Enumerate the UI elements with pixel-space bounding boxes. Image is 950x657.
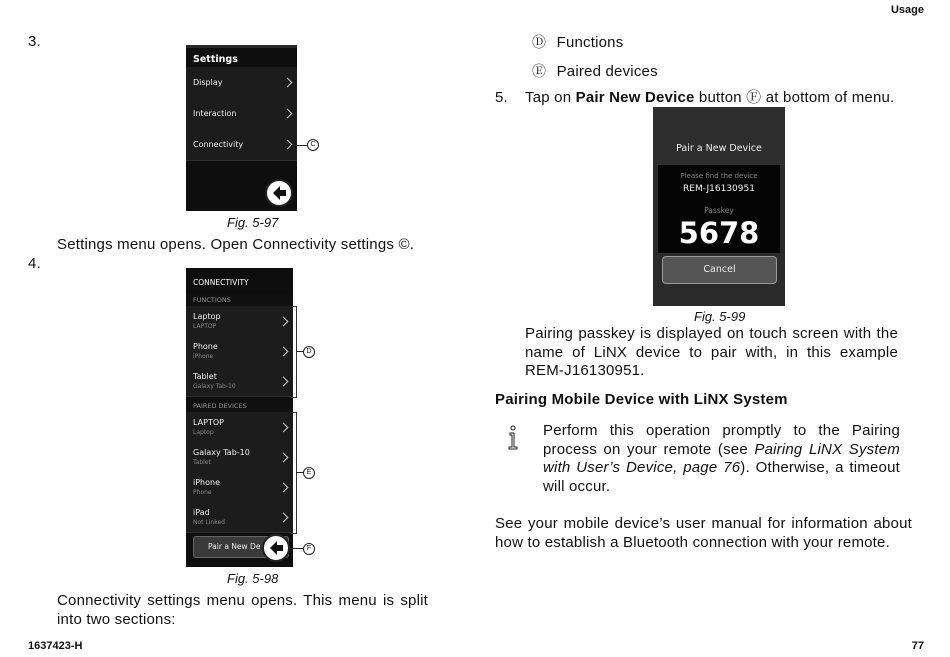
chevron-right-icon [279,483,289,493]
device-name: Tablet [193,372,217,381]
step-3-number: 3. [28,33,41,50]
passkey-label: Passkey [704,206,734,215]
device-sub: Galaxy Tab-10 [193,383,236,390]
paired-row-iphone [186,472,293,503]
step-4-description: Connectivity settings menu opens. This menu is split into two sections: [57,592,428,628]
figure-caption-98: Fig. 5-98 [227,571,279,586]
step-5-pre: Tap on [525,89,572,106]
functions-section-label: FUNCTIONS [186,294,293,306]
note-post: ). Otherwise, a timeout will occur. [543,459,900,495]
final-paragraph: See your mobile device’s user manual for information about how to establish a Bluetooth connection with your remote. [495,515,912,551]
settings-title: Settings [193,54,238,65]
device-name: Phone [193,342,218,351]
section-heading: Pairing Mobile Device with LiNX System [495,391,788,408]
settings-row-display [186,67,297,99]
paired-row-galaxy [186,442,293,473]
step-4-number: 4. [28,255,41,272]
function-row-phone [186,336,293,367]
step-5-result: Pairing passkey is displayed on touch screen with the name of LiNX device to pair with, in this example REM-J16130951. [525,325,898,379]
callout-f: F [303,543,315,555]
find-device-text: Please find the device [680,172,758,180]
step-5-post: button Ⓕ at bottom of menu. [698,89,895,106]
paired-row-ipad [186,502,293,533]
function-row-laptop [186,306,293,337]
paired-row-laptop [186,412,293,443]
callout-c: C [307,139,319,151]
list-item-paired-devices [532,62,658,82]
settings-screen-figure [186,45,297,211]
chevron-right-icon [279,423,289,433]
doc-number: 1637423-H [28,640,83,652]
page-number: 77 [911,640,924,652]
figure-caption-99: Fig. 5-99 [694,309,746,324]
settings-row-label: Interaction [193,109,237,118]
device-sub: Laptop [193,429,214,436]
chevron-right-icon [283,109,293,119]
settings-row-label: Connectivity [193,140,244,149]
section-header: Usage [890,4,924,16]
bracket-paired [291,412,297,534]
pair-info-panel [658,165,780,253]
pair-title-bar [653,107,785,165]
chevron-right-icon [279,347,289,357]
chevron-right-icon [279,513,289,523]
paired-section-label: PAIRED DEVICES [186,400,293,412]
info-note [543,422,900,496]
passkey-value: 5678 [678,216,760,250]
step-3-description: Settings menu opens. Open Connectivity settings ©. [57,236,415,253]
device-name: LAPTOP [193,418,224,427]
figure-caption-97: Fig. 5-97 [227,215,279,230]
callout-e: E [303,467,315,479]
device-name: Galaxy Tab-10 [193,448,250,457]
chevron-right-icon [279,377,289,387]
callout-leader [296,351,303,352]
step-5-number: 5. [495,89,508,106]
cancel-button [662,256,777,284]
device-sub: Tablet [193,459,211,466]
device-sub: Not Linked [193,519,225,526]
settings-row-connectivity [186,129,297,161]
step-5-description [525,89,906,108]
pair-title: Pair a New Device [676,143,762,154]
settings-row-interaction [186,98,297,130]
pair-device-screen-figure [653,107,785,306]
info-icon [506,425,520,456]
callout-leader [288,548,303,549]
screen-top-bar [186,45,297,48]
chevron-right-icon [279,453,289,463]
list-item-functions [532,33,623,53]
chevron-right-icon [283,78,293,88]
pair-button-label: Pair a New De [208,542,261,551]
marker-e: Ⓔ [532,63,547,79]
device-sub: LAPTOP [193,323,217,330]
function-row-tablet [186,366,293,397]
list-text: Functions [556,34,624,51]
cancel-label: Cancel [703,264,736,275]
note-pre: Perform this operation promptly to the Pairing process on your remote (see [543,422,900,458]
device-name: Laptop [193,312,221,321]
device-name: iPad [193,508,210,517]
device-id: REM-J16130951 [683,184,755,194]
device-sub: Phone [193,489,212,496]
device-name: iPhone [193,478,221,487]
device-sub: iPhone [193,353,214,360]
connectivity-screen-figure [186,268,293,567]
note-reference: Pairing LiNX System with User’s Device, page 76 [543,440,900,476]
back-arrow-icon [262,534,290,562]
list-text: Paired devices [556,63,658,80]
callout-d: D [303,346,315,358]
connectivity-title: CONNECTIVITY [193,278,249,287]
back-arrow-icon [265,179,293,207]
step-5-bold: Pair New Device [575,89,695,106]
callout-leader [291,145,307,146]
settings-row-label: Display [193,78,223,87]
callout-leader [296,472,303,473]
chevron-right-icon [279,317,289,327]
bracket-functions [291,306,297,398]
marker-d: Ⓓ [532,34,547,50]
